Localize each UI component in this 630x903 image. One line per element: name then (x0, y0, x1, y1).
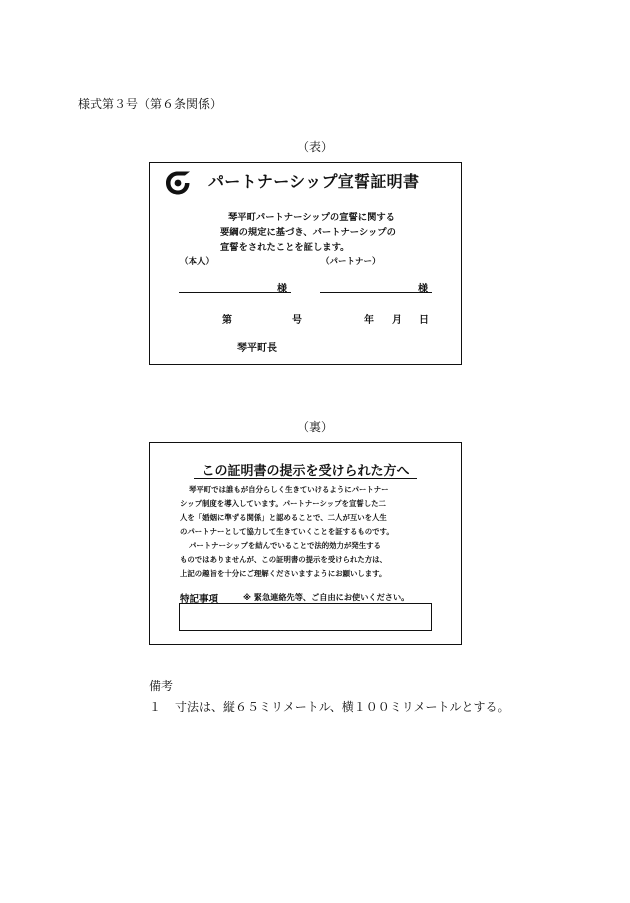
back-text-line: 人を「婚姻に準ずる関係」と認めることで、二人が互いを人生 (180, 513, 387, 522)
self-honorific: 様 (277, 284, 287, 295)
remarks-item-text: 寸法は、縦６５ミリメートル、横１００ミリメートルとする。 (175, 700, 510, 714)
remarks-heading: 備考 (149, 679, 174, 693)
back-text-line: 琴平町では誰もが自分らしく生きていけるようにパートナー (189, 485, 389, 494)
certificate-front-card (149, 162, 462, 365)
number-prefix: 第 (222, 315, 232, 326)
special-notes-hint: ※ 緊急連絡先等、ご自由にお使いください。 (243, 592, 410, 602)
back-text-line: パートナーシップを結んでいることで法的効力が発生する (189, 541, 381, 550)
mayor-label: 琴平町長 (237, 343, 277, 354)
back-title: この証明書の提示を受けられた方へ (201, 464, 410, 479)
certificate-text-line: 琴平町パートナーシップの宣誓に関する (228, 212, 395, 223)
number-suffix: 号 (292, 315, 302, 326)
back-side-label: （裏） (296, 420, 333, 434)
back-text-line: ものではありませんが、この証明書の提示を受けられた方は、 (180, 555, 387, 564)
special-notes-box[interactable] (179, 603, 432, 631)
kotohira-town-emblem-icon (163, 170, 193, 196)
back-text-line: 上記の趣旨を十分にご理解くださいますようにお願いします。 (180, 569, 387, 578)
certificate-title: パートナーシップ宣誓証明書 (208, 172, 420, 191)
remarks-item (149, 698, 510, 715)
back-text-line: シップ制度を導入しています。パートナーシップを宣誓した二 (180, 499, 386, 508)
special-notes-label: 特記事項 (180, 594, 219, 605)
self-label: （本人） (180, 257, 215, 267)
day-label: 日 (419, 315, 429, 326)
certificate-text-line: 要綱の規定に基づき、パートナーシップの (220, 227, 396, 238)
form-label: 様式第３号（第６条関係） (78, 97, 223, 111)
partner-name-line (320, 292, 432, 293)
back-title-underline (194, 478, 417, 479)
self-name-line (179, 292, 291, 293)
month-label: 月 (392, 315, 402, 326)
remarks-item-number: １ (149, 700, 162, 714)
certificate-back-card (149, 442, 462, 645)
year-label: 年 (364, 315, 374, 326)
back-text-line: のパートナーとして協力して生きていくことを証するものです。 (180, 527, 394, 536)
partner-honorific: 様 (418, 284, 428, 295)
certificate-text-line: 宣誓をされたことを証します。 (220, 242, 350, 253)
front-side-label: （表） (296, 140, 333, 154)
partner-label: （パートナー） (321, 257, 381, 267)
